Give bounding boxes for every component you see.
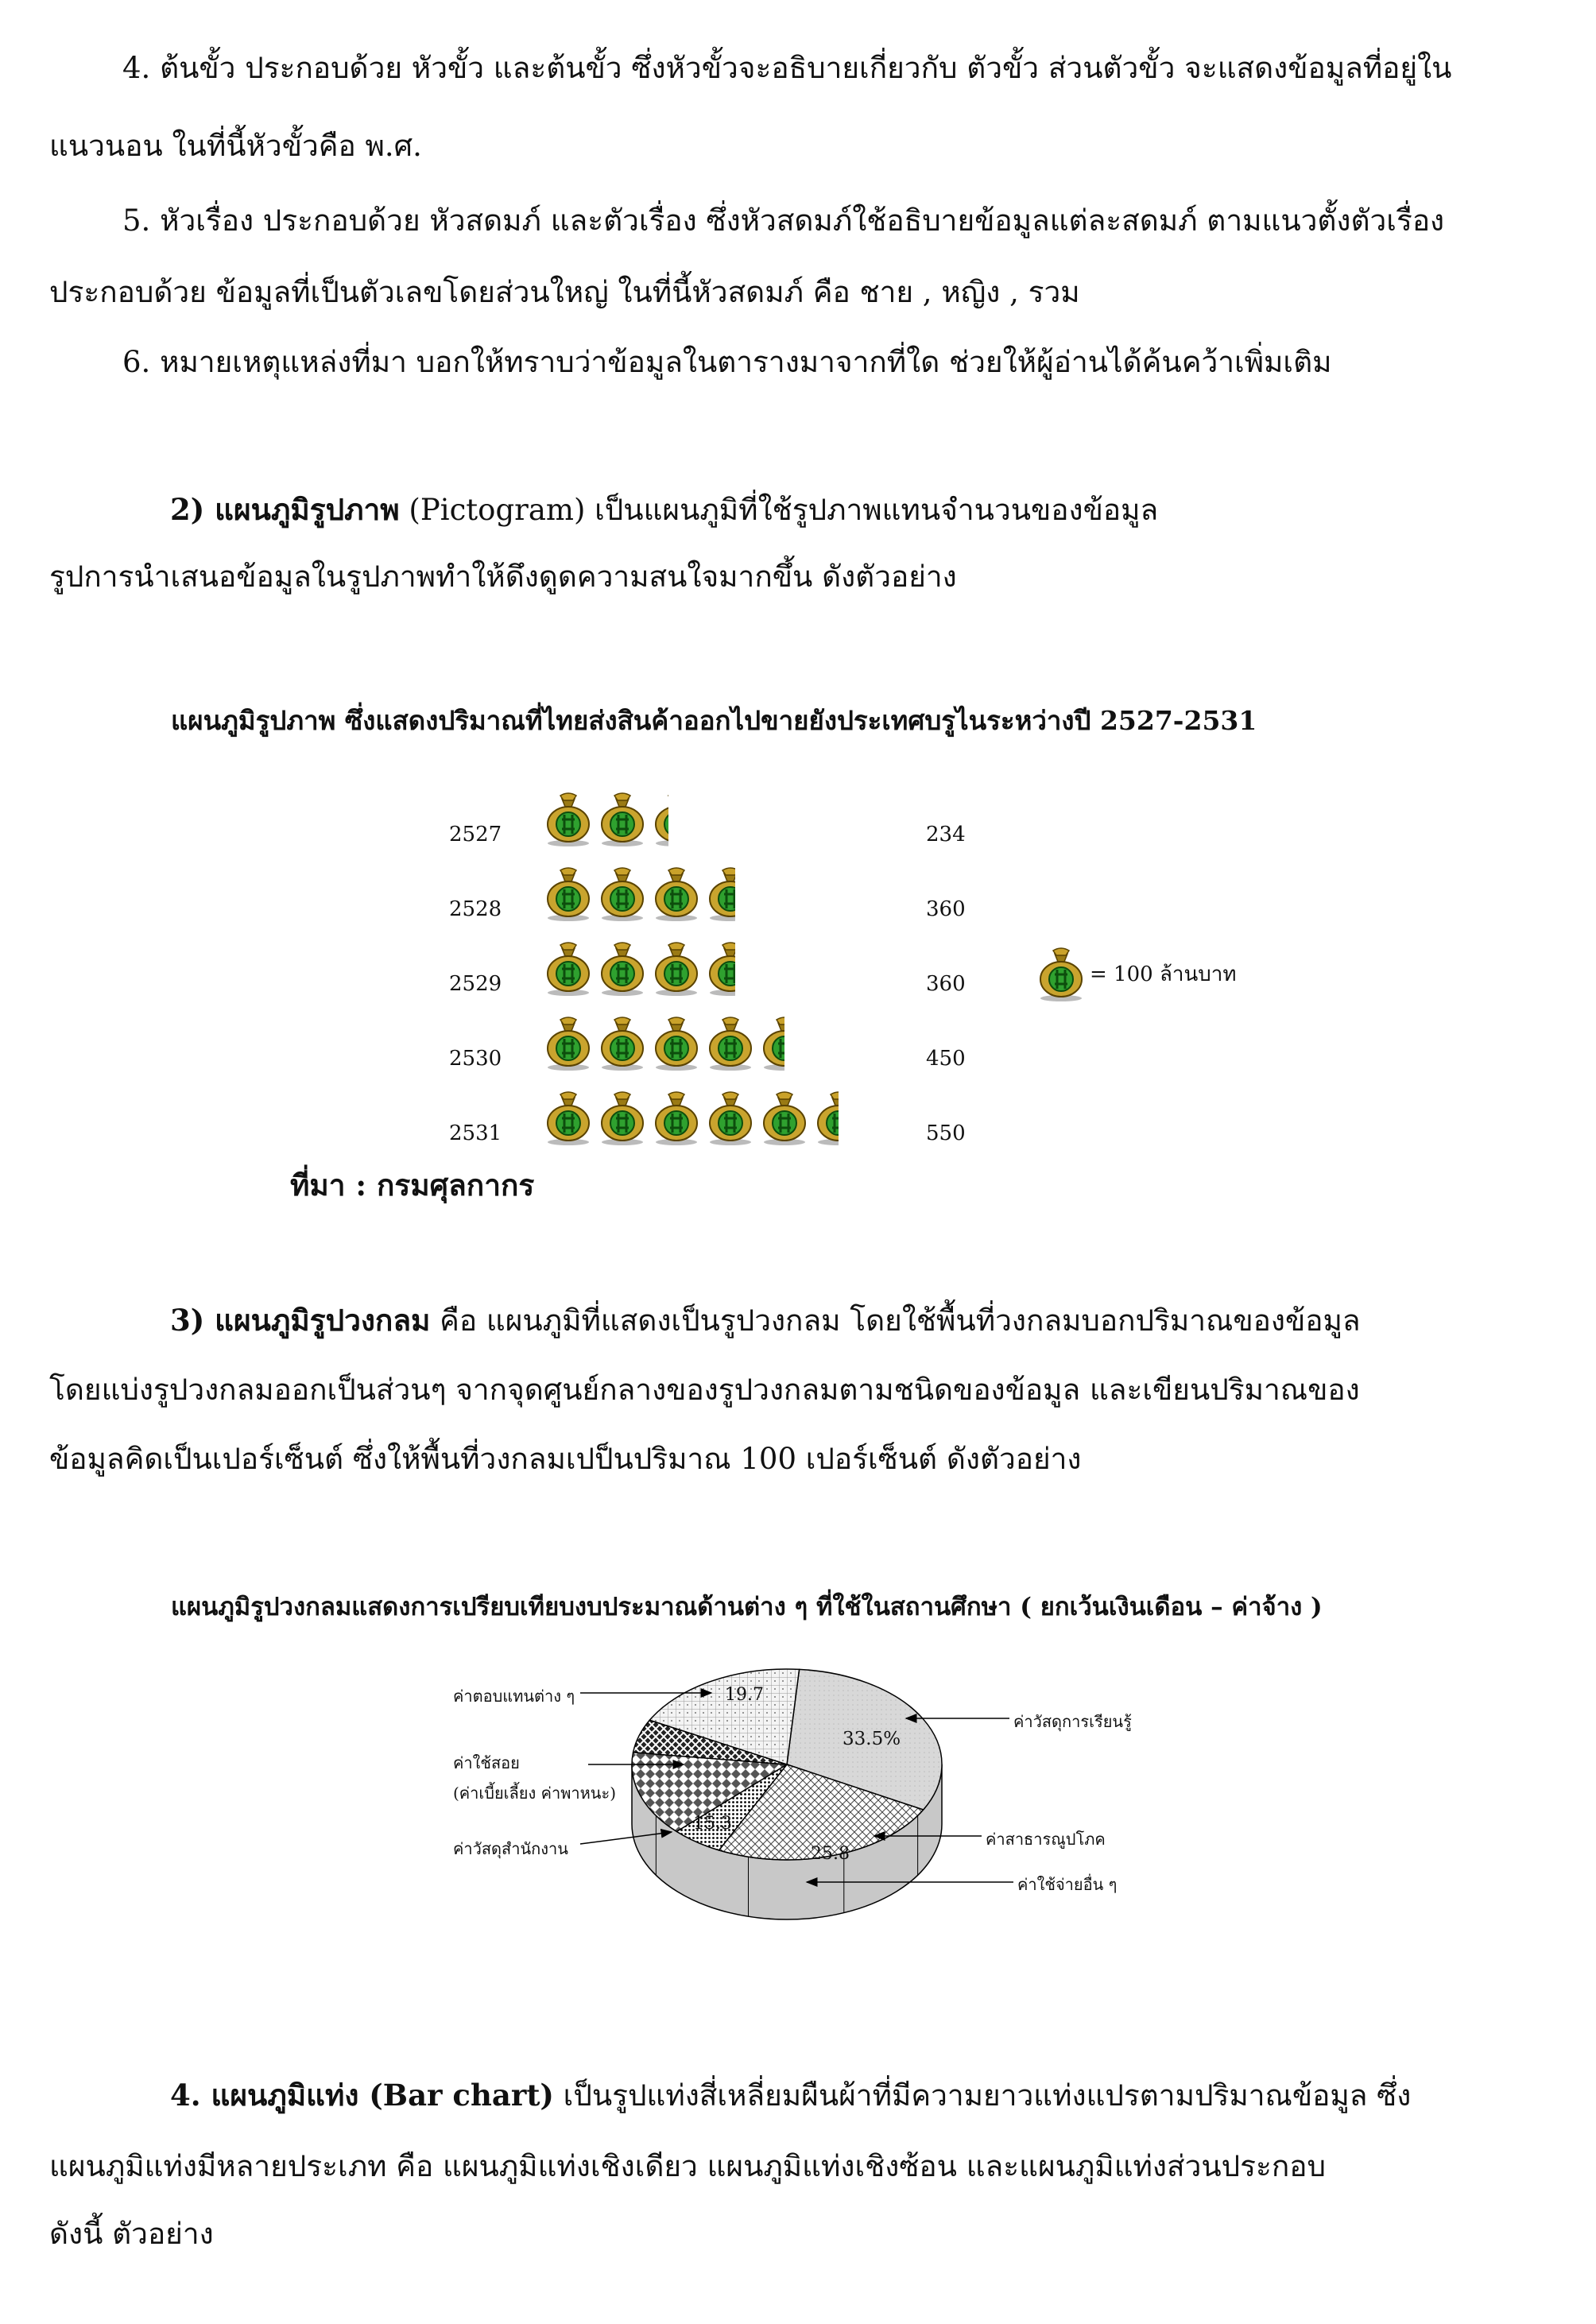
money-bag-icon [653, 1015, 700, 1071]
section-2-title: 2) แผนภูมิรูปภาพ [170, 492, 400, 527]
money-bag-icon [598, 940, 646, 996]
pictogram-value-label: 360 [926, 897, 966, 921]
money-bag-icon [707, 866, 735, 921]
slice-text-compensation: 19.7 [725, 1685, 764, 1705]
section-4-line-3: ดังนี้ ตัวอย่าง [49, 2217, 214, 2251]
slice-text-office: 15.3 [693, 1814, 732, 1834]
money-bag-icon [653, 940, 700, 996]
label-compensation: ค่าตอบแทนต่าง ๆ [453, 1687, 575, 1706]
paragraph-item-5 [49, 192, 1544, 250]
paragraph-item-5-cont [49, 264, 1544, 321]
money-bag-icon [544, 866, 592, 921]
pictogram-row [441, 1090, 1315, 1153]
pictogram-icons [544, 866, 735, 921]
section-3-line-3: ข้อมูลคิดเป็นเปอร์เซ็นต์ ซึ่งให้พื้นที่วงกลมเปป็นปริมาณ 100 เปอร์เซ็นต์ ดังตัวอย่าง [49, 1442, 1082, 1476]
section-4-line-2: แผนภูมิแท่งมีหลายประเภท คือ แผนภูมิแท่งเชิงเดียว แผนภูมิแท่งเชิงซ้อน และแผนภูมิแท่งส่วนประกอบ [49, 2149, 1326, 2183]
pictogram-legend [1037, 946, 1237, 1001]
paragraph-6-line-1: 6. หมายเหตุแหล่งที่มา บอกให้ทราบว่าข้อมูลในตารางมาจากที่ใด ช่วยให้ผู้อ่านได้ค้นคว้าเพิ่มเติม [122, 345, 1332, 379]
label-welfare-line-1: ค่าใช้สอย [453, 1753, 520, 1772]
label-welfare-line-2: (ค่าเบี้ยเลี้ยง ค่าพาหนะ) [453, 1784, 617, 1803]
pictogram-icons [544, 1015, 784, 1071]
money-bag-icon [653, 866, 700, 921]
section-2-intro [49, 481, 1544, 539]
slice-text-utilities: 25.8 [811, 1844, 850, 1864]
section-4-intro-cont [49, 2138, 1544, 2195]
pictogram-value-label: 450 [926, 1047, 966, 1071]
label-other: ค่าใช้จ่ายอื่น ๆ [1017, 1875, 1118, 1894]
pictogram-year-label: 2529 [449, 972, 502, 996]
pie-caption: แผนภูมิรูปวงกลมแสดงการเปรียบเทียบงบประมาณด้านต่าง ๆ ที่ใช้ในสถานศึกษา ( ยกเว้นเงินเดือน – ค่าจ้าง ) [171, 1593, 1323, 1621]
pictogram-row [441, 791, 1315, 854]
section-2-line-1: (Pictogram) เป็นแผนภูมิที่ใช้รูปภาพแทนจำนวนของข้อมูล [399, 493, 1159, 527]
pictogram-row [441, 1015, 1315, 1079]
money-bag-icon [598, 791, 646, 846]
section-2-line-2: รูปการนำเสนอข้อมูลในรูปภาพทำให้ดึงดูดความสนใจมากขึ้น ดังตัวอย่าง [49, 560, 957, 594]
money-bag-icon [598, 1090, 646, 1145]
money-bag-icon [653, 791, 668, 846]
paragraph-item-6 [49, 334, 1544, 391]
paragraph-4-line-1: 4. ต้นขั้ว ประกอบด้วย หัวขั้ว และต้นขั้ว ซึ่งหัวขั้วจะอธิบายเกี่ยวกับ ตัวขั้ว ส่วนตัวขั้ว จะแสดงข้อมูลที่อยู่ใน [122, 51, 1452, 85]
section-4-title: 4. แผนภูมิแท่ง (Bar chart) [170, 2078, 554, 2113]
pictogram-year-label: 2531 [449, 1121, 502, 1145]
paragraph-item-4-cont [49, 118, 1544, 175]
money-bag-icon [707, 1015, 754, 1071]
section-3-line-1: คือ แผนภูมิที่แสดงเป็นรูปวงกลม โดยใช้พื้นที่วงกลมบอกปริมาณของข้อมูล [430, 1303, 1361, 1338]
money-bag-icon [598, 866, 646, 921]
money-bag-icon [544, 791, 592, 846]
pictogram-value-label: 360 [926, 972, 966, 996]
money-bag-icon [761, 1090, 808, 1145]
pictogram-year-label: 2530 [449, 1047, 502, 1071]
paragraph-5-line-2: ประกอบด้วย ข้อมูลที่เป็นตัวเลขโดยส่วนใหญ่ ในที่นี้หัวสดมภ์ คือ ชาย , หญิง , รวม [49, 275, 1080, 309]
label-utilities: ค่าสาธารณูปโภค [986, 1830, 1106, 1849]
pictogram-value-label: 234 [926, 823, 966, 846]
slice-text-learning: 33.5% [843, 1729, 901, 1749]
money-bag-icon [707, 1090, 754, 1145]
section-3-title: 3) แผนภูมิรูปวงกลม [170, 1303, 431, 1338]
section-3-intro-cont2 [49, 1431, 1544, 1488]
pictogram-year-label: 2527 [449, 823, 502, 846]
pictogram-icons [544, 791, 668, 846]
pictogram-icons [544, 940, 735, 996]
section-2-intro-cont [49, 548, 1544, 606]
money-bag-icon [598, 1015, 646, 1071]
money-bag-icon [544, 1015, 592, 1071]
pictogram-row [441, 866, 1315, 929]
paragraph-5-line-1: 5. หัวเรื่อง ประกอบด้วย หัวสดมภ์ และตัวเรื่อง ซึ่งหัวสดมภ์ใช้อธิบายข้อมูลแต่ละสดมภ์ ตามแนวตั้งตัวเรื่อง [122, 203, 1445, 238]
paragraph-item-4 [49, 40, 1544, 97]
pictogram-year-label: 2528 [449, 897, 502, 921]
pictogram-value-label: 550 [926, 1121, 966, 1145]
label-office: ค่าวัสดุสำนักงาน [453, 1839, 568, 1858]
section-4-intro [49, 2066, 1544, 2125]
money-bag-icon [544, 1090, 592, 1145]
label-learning: ค่าวัสดุการเรียนรู้ [1013, 1712, 1132, 1731]
pie-chart [397, 1645, 1192, 1987]
section-3-intro [49, 1292, 1544, 1350]
pictogram-icons [544, 1090, 839, 1145]
section-3-line-2: โดยแบ่งรูปวงกลมออกเป็นส่วนๆ จากจุดศูนย์กลางของรูปวงกลมตามชนิดของข้อมูล และเขียนปริมาณของ [49, 1373, 1360, 1407]
section-4-line-1: เป็นรูปแท่งสี่เหลี่ยมผืนผ้าที่มีความยาวแท่งแปรตามปริมาณข้อมูล ซึ่ง [553, 2078, 1412, 2113]
pictogram-caption: แผนภูมิรูปภาพ ซึ่งแสดงปริมาณที่ไทยส่งสินค้าออกไปขายยังประเทศบรูไนระหว่างปี 2527-2531 [171, 705, 1257, 736]
money-bag-icon [761, 1015, 784, 1071]
legend-text: = 100 ล้านบาท [1090, 962, 1237, 986]
money-bag-icon [707, 940, 735, 996]
money-bag-icon [815, 1090, 839, 1145]
pictogram-source: ที่มา : กรมศุลกากร [290, 1168, 535, 1203]
section-4-intro-cont2 [49, 2206, 1544, 2263]
paragraph-4-line-2: แนวนอน ในที่นี้หัวขั้วคือ พ.ศ. [49, 129, 422, 163]
money-bag-icon [653, 1090, 700, 1145]
money-bag-icon [1037, 946, 1085, 1001]
section-3-intro-cont [49, 1361, 1544, 1419]
money-bag-icon [544, 940, 592, 996]
